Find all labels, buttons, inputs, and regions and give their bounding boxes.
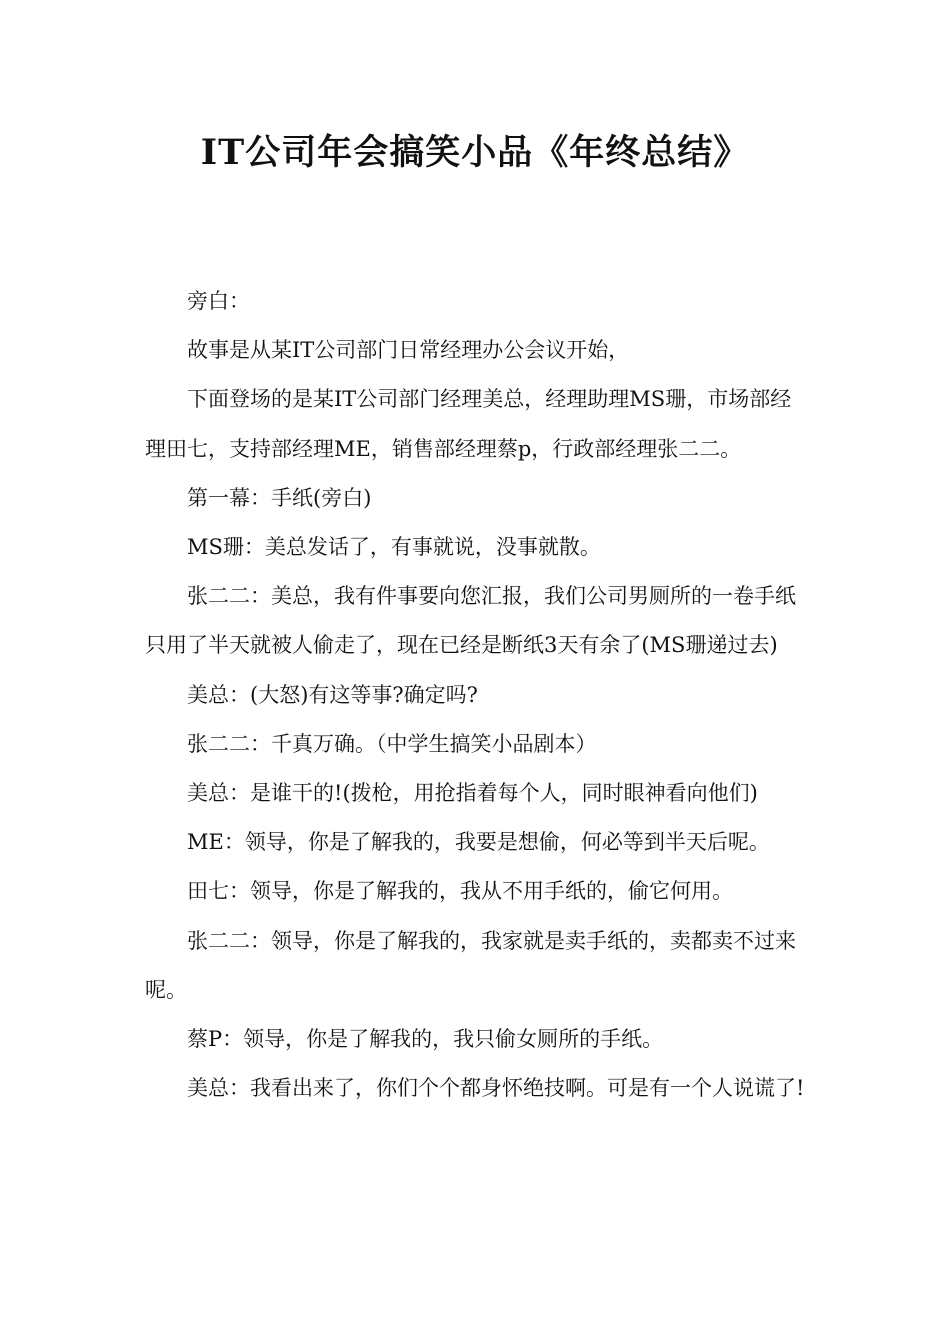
paragraph-cast-intro: 下面登场的是某IT公司部门经理美总，经理助理MS珊，市场部经理田七，支持部经理ME，销售部经理蔡p，行政部经理张二二。 xyxy=(145,387,792,461)
paragraph-dialogue: ME：领导，你是了解我的，我要是想偷，何必等到半天后呢。 xyxy=(187,830,770,855)
paragraph-dialogue: 田七：领导，你是了解我的，我从不用手纸的，偷它何用。 xyxy=(187,879,733,904)
document-title: IT公司年会搞笑小品《年终总结》 xyxy=(200,132,750,173)
paragraph-act-one-heading: 第一幕：手纸(旁白) xyxy=(187,485,372,510)
paragraph-dialogue: MS珊：美总发话了，有事就说，没事就散。 xyxy=(187,535,601,560)
paragraph-dialogue: 美总：(大怒)有这等事?确定吗? xyxy=(187,682,478,707)
document-body xyxy=(145,277,810,1113)
paragraph-dialogue: 张二二：千真万确。（中学生搞笑小品剧本） xyxy=(187,731,597,756)
paragraph-narrator-label: 旁白： xyxy=(187,289,250,313)
paragraph-dialogue: 蔡P：领导，你是了解我的，我只偷女厕所的手纸。 xyxy=(187,1027,664,1052)
paragraph-dialogue: 美总：我看出来了，你们个个都身怀绝技啊。可是有一个人说谎了! xyxy=(187,1076,805,1101)
paragraph-story-intro: 故事是从某IT公司部门日常经理办公会议开始， xyxy=(187,338,630,363)
paragraph-dialogue: 张二二：领导，你是了解我的，我家就是卖手纸的，卖都卖不过来呢。 xyxy=(145,928,796,1002)
paragraph-dialogue: 美总：是谁干的!(拨枪，用抢指着每个人，同时眼神看向他们) xyxy=(187,781,758,806)
paragraph-dialogue: 张二二：美总，我有件事要向您汇报，我们公司男厕所的一卷手纸只用了半天就被人偷走了，现在已经是断纸3天有余了(MS珊递过去) xyxy=(145,584,796,658)
